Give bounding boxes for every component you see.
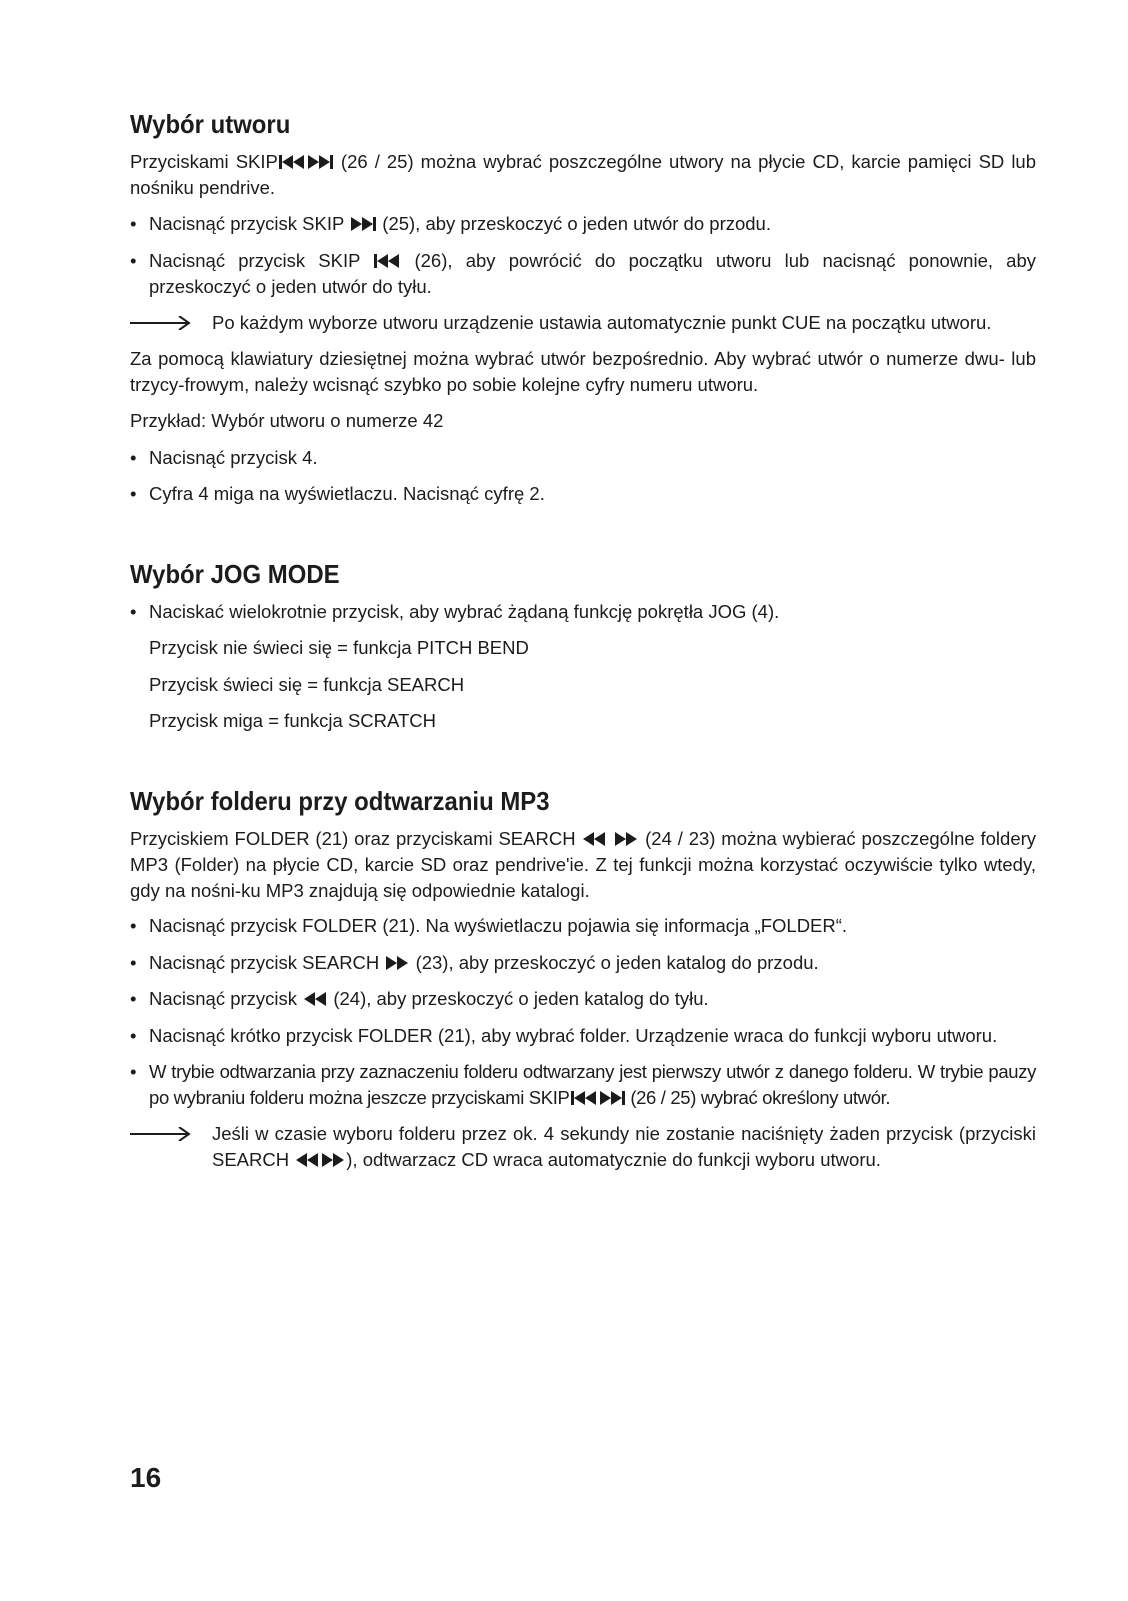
list-item: • Naciskać wielokrotnie przycisk, aby wybrać żądaną funkcję pokrętła JOG (4). (130, 601, 780, 622)
skip-forward-icon (599, 1090, 625, 1106)
fast-forward-icon (614, 831, 638, 847)
list-item: • Nacisnąć przycisk (24), aby przeskoczyć o jeden katalog do tyłu. (130, 988, 709, 1009)
paragraph-folder-intro: Przyciskiem FOLDER (21) oraz przyciskami SEARCH (24 / 23) można wybierać poszczególne foldery MP3 (Folder) na płycie CD, karcie SD oraz pendrive'ie. Z tej funkcji można korzystać oczywiście tylko wtedy, gdy na nośni-ku MP3 znajdują się odpowiednie katalogi. (130, 828, 1037, 901)
list-item: • Nacisnąć przycisk FOLDER (21). Na wyświetlaczu pojawia się informacja „FOLDER“. (130, 915, 848, 936)
section-title-folder-select: Wybór folderu przy odtwarzaniu MP3 (130, 786, 550, 816)
rewind-icon (582, 831, 606, 847)
skip-forward-icon (350, 216, 376, 232)
arrow-right-icon (130, 316, 192, 330)
skip-forward-icon (307, 154, 333, 170)
skip-back-icon (279, 154, 305, 170)
list-item: • W trybie odtwarzania przy zaznaczeniu folderu odtwarzany jest pierwszy utwór z danego folderu. W trybie pauzy po wybraniu folderu można jeszcze przyciskami SKIP (26 / 25) wybrać określony utwór. (130, 1061, 1036, 1108)
fast-forward-icon (321, 1152, 345, 1168)
list-item: • Cyfra 4 miga na wyświetlaczu. Nacisnąć cyfrę 2. (130, 483, 545, 504)
jog-mode-pitch-bend: Przycisk nie świeci się = funkcja PITCH BEND (149, 637, 529, 658)
jog-mode-search: Przycisk świeci się = funkcja SEARCH (149, 674, 465, 695)
page-number: 16 (130, 1462, 162, 1493)
rewind-icon (303, 991, 327, 1007)
note: Jeśli w czasie wyboru folderu przez ok. 4 sekundy nie zostanie naciśnięty żaden przycisk (przyciski SEARCH ), odtwarzacz CD wraca automatycznie do funkcji wyboru utworu. (130, 1121, 1036, 1173)
jog-mode-scratch: Przycisk miga = funkcja SCRATCH (149, 710, 436, 731)
paragraph-example: Przykład: Wybór utworu o numerze 42 (130, 410, 444, 431)
skip-back-icon (571, 1090, 597, 1106)
paragraph-keypad: Za pomocą klawiatury dziesiętnej można wybrać utwór bezpośrednio. Aby wybrać utwór o numerze dwu- lub trzycy-frowym, należy wcisnąć szybko po sobie kolejne cyfry numeru utworu. (130, 348, 1036, 395)
list-item: • Nacisnąć przycisk SKIP (26), aby powrócić do początku utworu lub nacisnąć ponownie, aby przeskoczyć o jeden utwór do tyłu. (130, 250, 1037, 297)
skip-back-icon (374, 253, 400, 269)
fast-forward-icon (385, 955, 409, 971)
rewind-icon (295, 1152, 319, 1168)
list-item: • Nacisnąć przycisk 4. (130, 447, 318, 468)
section-title-jog-mode: Wybór JOG MODE (130, 559, 340, 589)
section-title-track-select: Wybór utworu (130, 109, 291, 139)
list-item: • Nacisnąć krótko przycisk FOLDER (21), aby wybrać folder. Urządzenie wraca do funkcji wyboru utworu. (130, 1025, 998, 1046)
list-item: • Nacisnąć przycisk SEARCH (23), aby przeskoczyć o jeden katalog do przodu. (130, 952, 819, 973)
paragraph-skip-intro: Przyciskami SKIP (26 / 25) można wybrać poszczególne utwory na płycie CD, karcie pamięci SD lub nośniku pendrive. (130, 151, 1037, 198)
note: Po każdym wyborze utworu urządzenie ustawia automatycznie punkt CUE na początku utworu. (130, 310, 1036, 336)
list-item: • Nacisnąć przycisk SKIP (25), aby przeskoczyć o jeden utwór do przodu. (130, 213, 771, 234)
arrow-right-icon (130, 1127, 192, 1141)
